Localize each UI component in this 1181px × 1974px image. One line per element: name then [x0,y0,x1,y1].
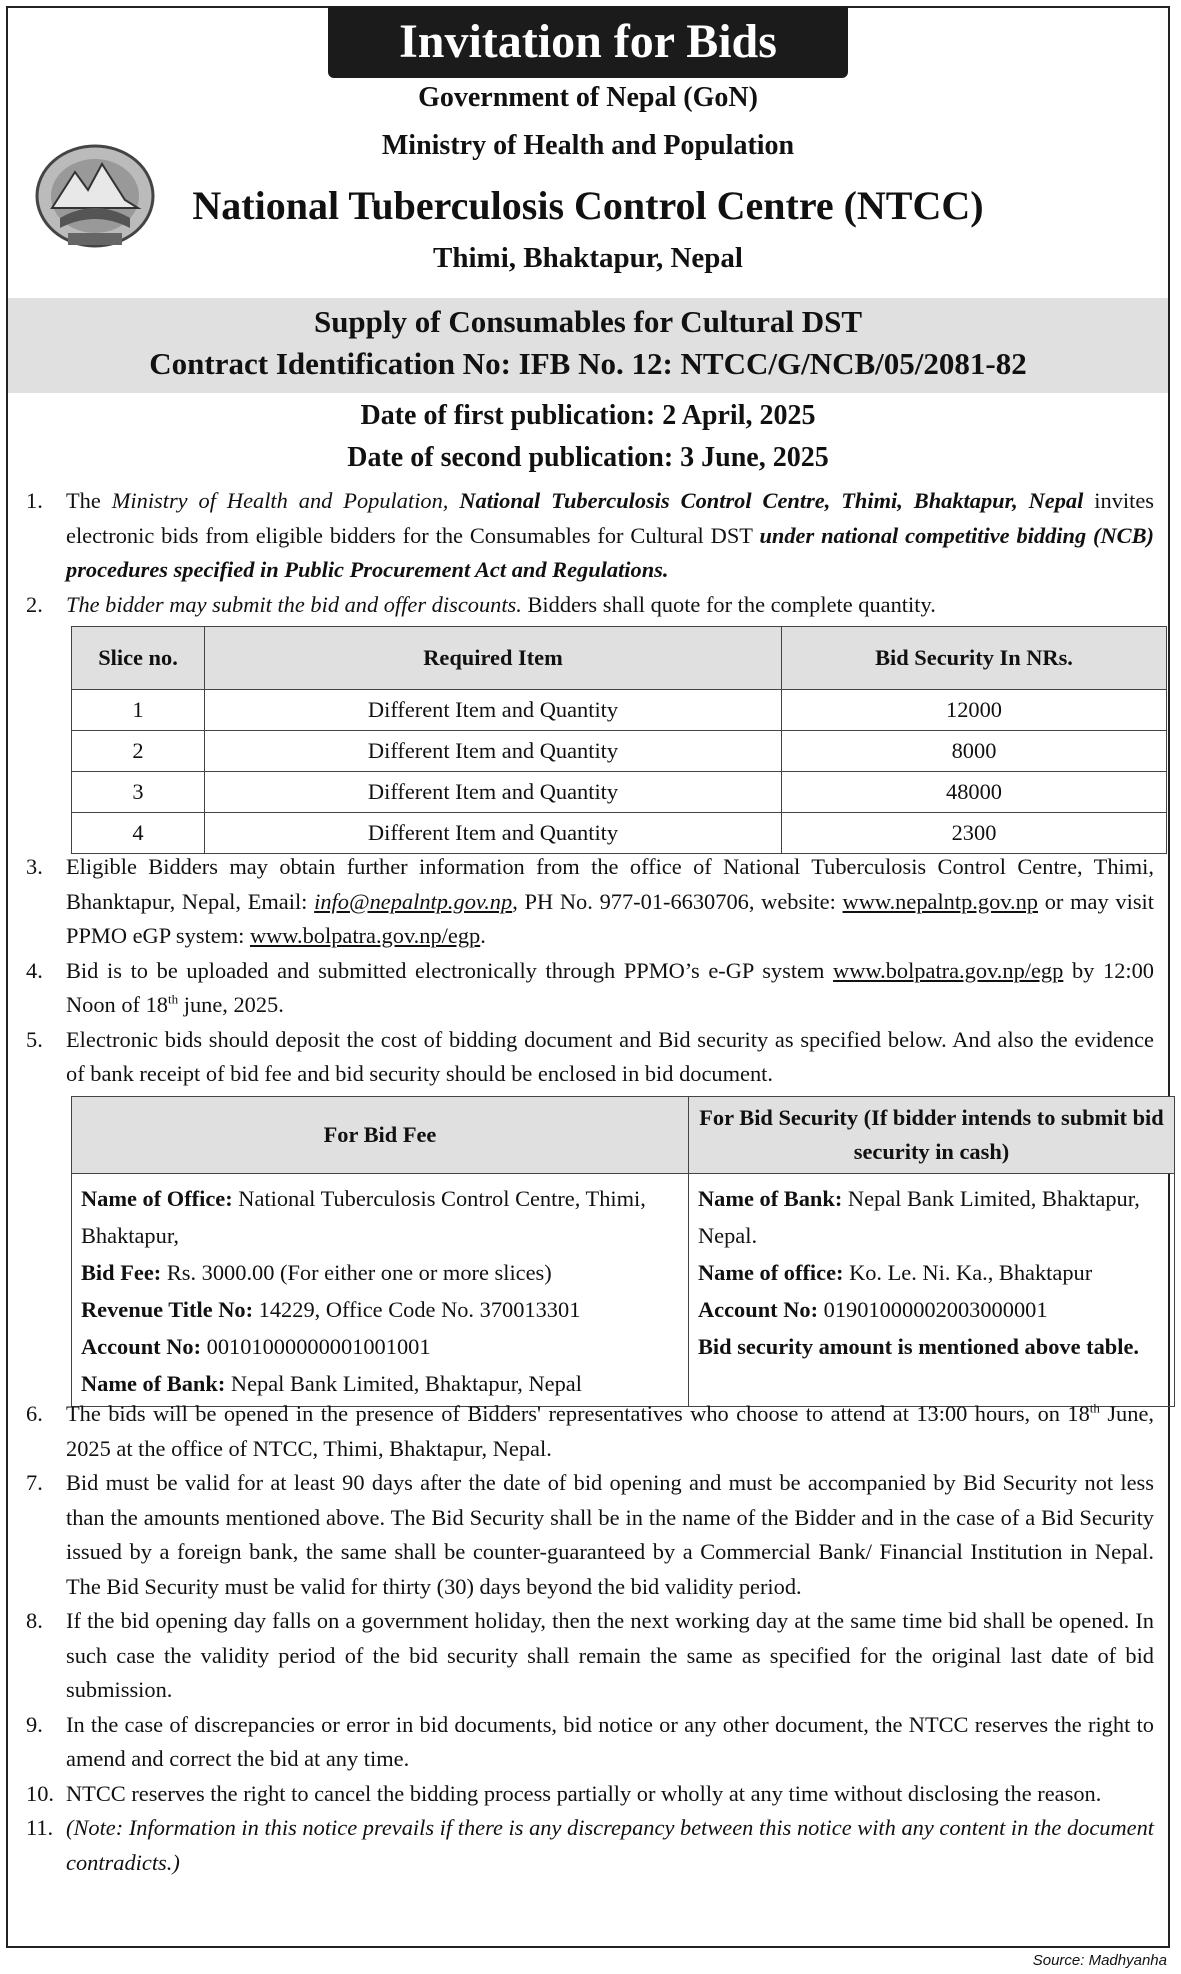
website-link[interactable]: www.nepalntp.gov.np [842,888,1038,914]
ministry-heading: Ministry of Health and Population [381,130,795,161]
notice-title: Invitation for Bids [328,6,848,78]
egp-link[interactable]: www.bolpatra.gov.np/egp [833,957,1064,983]
organization-heading: National Tuberculosis Control Centre (NTCC) [192,183,984,228]
title-bar [8,8,1168,84]
bid-fee-table [71,1096,1175,1407]
slices-table [71,626,1167,854]
bid-fee-header: For Bid Fee [72,1097,689,1174]
contract-identification: Contract Identification No: IFB No. 12: NTCC/G/NCB/05/2081-82 [149,346,1027,381]
table-row [72,1174,1175,1407]
list-item: 10. NTCC reserves the right to cancel the bidding process partially or wholly at any time without disclosing the reason. [26,1780,1102,1806]
bid-security-details: Name of Bank: Nepal Bank Limited, Bhaktapur, Nepal. Name of office: Ko. Le. Ni. Ka., Bhaktapur Account No: 01901000002003000001 Bid security amount is mentioned above table. [689,1174,1175,1407]
list-item: 5. Electronic bids should deposit the cost of bidding document and Bid security as specified below. And also the evidence of bank receipt of bid fee and bid security should be enclosed in bid document. [26,1026,1154,1086]
items-6-11 [26,1397,1154,1880]
table-row: 4 Different Item and Quantity 2300 [72,813,1167,854]
address-heading: Thimi, Bhaktapur, Nepal [433,242,743,274]
list-item: 1. The Ministry of Health and Population, National Tuberculosis Control Centre, Thimi, Bhaktapur, Nepal invites electronic bids from eligible bidders for the Consumables for Cultural DST under national competitive bidding (NCB) procedures specified in Public Procurement Act and Regulations. [26,488,1154,582]
subject-band [8,298,1168,393]
items-1-2 [26,484,1154,622]
egp-link[interactable]: www.bolpatra.gov.np/egp [249,923,481,948]
first-publication-date: Date of first publication: 2 April, 2025 [360,400,816,431]
list-item: 8. If the bid opening day falls on a government holiday, then the next working day at the same time bid shall be opened. In such case the validity period of the bid security shall remain the same as specified for the original last date of bid submission. [26,1608,1154,1702]
email-link[interactable]: info@nepalntp.gov.np [314,888,513,914]
nepal-emblem-icon [30,138,160,256]
bid-security-header: For Bid Security (If bidder intends to submit bid security in cash) [689,1097,1175,1174]
subject-title: Supply of Consumables for Cultural DST [313,304,863,339]
table-row: 2 Different Item and Quantity 8000 [72,731,1167,772]
government-heading: Government of Nepal (GoN) [418,82,758,113]
list-item: 4. Bid is to be uploaded and submitted electronically through PPMO’s e-GP system www.bolpatra.gov.np/egp by 12:00 Noon of 18th june, 2025. [26,957,1155,1017]
list-item: 3. Eligible Bidders may obtain further information from the office of National Tuberculosis Control Centre, Thimi, Bhanktapur, Nepal, Email: info@nepalntp.gov.np, PH No. 977-01-6630706, website: www.nepalntp.gov.np or may visit PPMO eGP system: www.bolpatra.gov.np/egp. [26,854,1154,948]
list-item: 7. Bid must be valid for at least 90 days after the date of bid opening and must be accompanied by Bid Security not less than the amounts mentioned above. The Bid Security shall be in the name of the Bidder and in the case of a Bid Security issued by a foreign bank, the same shall be counter-guaranteed by a Commercial Bank/ Financial Institution in Nepal. The Bid Security must be valid for thirty (30) days beyond the bid validity period. [26,1470,1154,1599]
list-item: 2. The bidder may submit the bid and offer discounts. Bidders shall quote for the complete quantity. [26,591,936,617]
list-item: 9. In the case of discrepancies or error in bid documents, bid notice or any other document, the NTCC reserves the right to amend and correct the bid at any time. [26,1711,1154,1771]
list-item: 11. (Note: Information in this notice prevails if there is any discrepancy between this notice with any content in the document contradicts.) [26,1815,1154,1875]
list-item: 6. The bids will be opened in the presence of Bidders' representatives who choose to attend at 13:00 hours, on 18th June, 2025 at the office of NTCC, Thimi, Bhaktapur, Nepal. [26,1400,1154,1461]
items-3-5 [26,850,1154,1092]
table-header-row: Slice no. Required Item Bid Security In NRs. [72,627,1167,690]
notice-sheet [6,6,1170,1948]
source-credit: Source: Madhyanha [1032,1952,1167,1969]
second-publication-date: Date of second publication: 3 June, 2025 [347,442,829,473]
bid-fee-details: Name of Office: National Tuberculosis Control Centre, Thimi, Bhaktapur, Bid Fee: Rs. 3000.00 (For either one or more slices) Revenue Title No: 14229, Office Code No. 370013301 Account No: 00101000000001001001 Name of Bank: Nepal Bank Limited, Bhaktapur, Nepal [72,1174,689,1407]
table-header-row [72,1097,1175,1174]
table-row: 1 Different Item and Quantity 12000 [72,690,1167,731]
table-row: 3 Different Item and Quantity 48000 [72,772,1167,813]
